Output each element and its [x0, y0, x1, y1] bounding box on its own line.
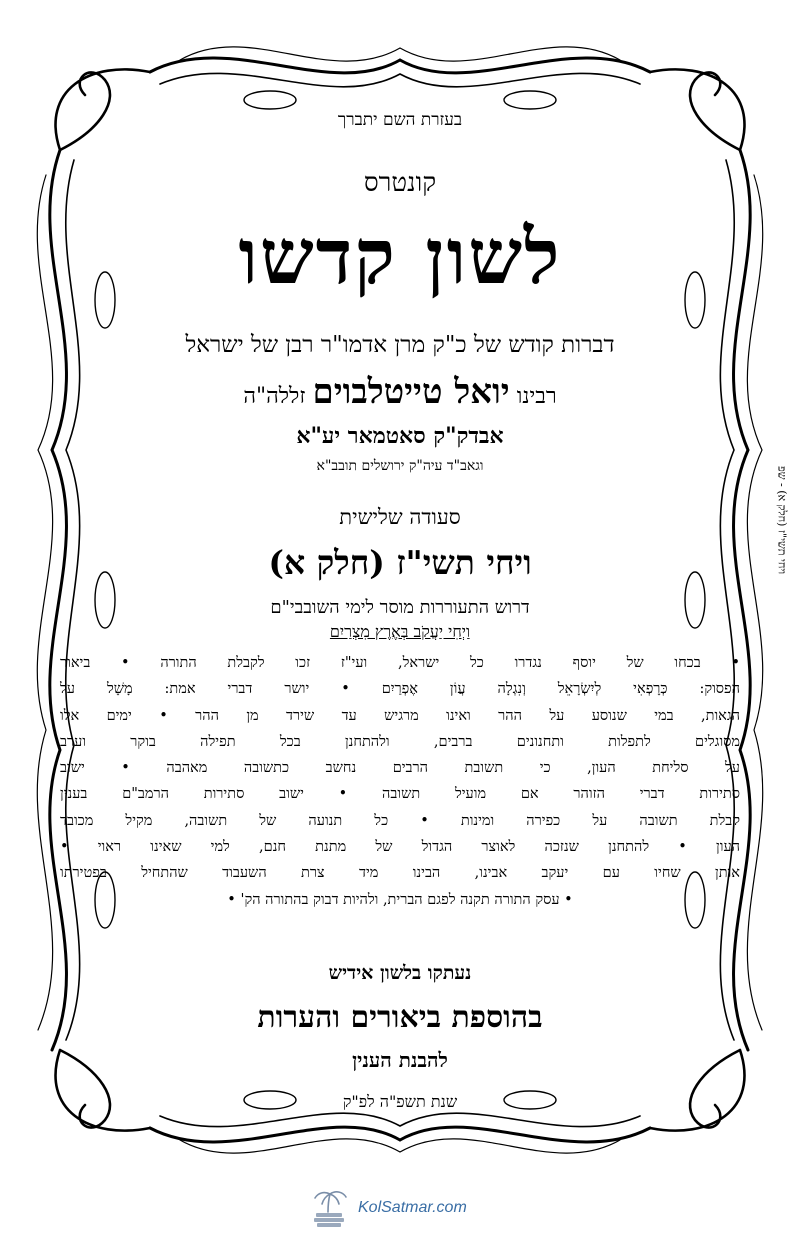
summary-line: אותן שחיו עם יעקב אבינו, הבינו מיד צרת השעבוד שהתחיל בפטירתו — [60, 865, 740, 882]
translation-note: נעתקו בלשון אידיש — [328, 962, 472, 984]
author-name-line — [110, 372, 690, 412]
blessing-line: בעזרת השם יתברך — [337, 110, 463, 130]
author-gav-line: וגאב"ד עיה"ק ירושלים תובב"א — [316, 458, 484, 474]
summary-line: קבלת תשובה על כפירה ומינות • כל תנועה של תשובה, מקיל מכובד — [60, 812, 740, 829]
summary-line: הגאות, במי שנוסע על ההר ואינו מרגיש עד שירד מן ההר • ימים אלו — [60, 707, 740, 724]
summary-line: סתירות דברי הזוהר אם מועיל תשובה • ישוב סתירות הרמב"ם בענין — [60, 786, 740, 803]
topics-summary — [60, 650, 740, 913]
summary-line: מסוגלים לתפלות ותחנונים ברבים, ולהתחנן בכל תפילה בוקר וערב — [60, 733, 740, 750]
explanations-heading: בהוספת ביאורים והערות — [257, 1000, 543, 1035]
summary-line: • עסק התורה תקנה לפגם הברית, ולהיות דבוק בהתורה הק' • — [227, 891, 573, 908]
title-page — [60, 100, 740, 1111]
opening-verse: וַיְחִי יַעֲקֹב בְּאֶרֶץ מִצְרַיִם — [329, 622, 471, 641]
seuda-label: סעודה שלישית — [339, 505, 461, 529]
kuntres-label: קונטרס — [363, 168, 437, 198]
book-title: לשון קדשו — [238, 212, 562, 301]
author-name-suffix: זללה"ה — [243, 384, 306, 409]
summary-line: העון • להתחנן שנזכה לאוצר הגדול של מתנת חנם, למי שאינו ראוי • — [60, 839, 740, 856]
summary-line: • בכחו של יוסף נגדרו כל ישראל, ועי"ז זכו לקבלת התורה • ביאור — [60, 655, 740, 671]
author-av-line: אבדק"ק סאטמאר יע"א — [296, 423, 504, 449]
author-name: יואל טייטלבוים — [312, 372, 510, 412]
parsha-title: ויחי תשי"ז (חלק א) — [268, 543, 532, 582]
summary-line: על סליחת העון, כי תשובת הרבים נחשב כתשובה מאהבה • ישוב — [60, 760, 740, 777]
summary-line: הפסוק: כְּרָפְאִי לְיִשְׂרָאֵל וְנִגְלָה עֲוֹן אֶפְרַיִם • יושר דברי אמת: מָשָׁל על — [60, 681, 740, 698]
author-words-line: דברות קודש של כ"ק מרן אדמו"ר רבן של ישראל — [185, 332, 615, 358]
publication-year: שנת תשפ"ה לפ"ק — [342, 1092, 458, 1111]
drush-subtitle: דרוש התעוררות מוסר לימי השובבי"ם — [270, 597, 530, 618]
side-running-label: ויחי תשי"ז (חלק א) - שפ — [775, 465, 789, 575]
author-name-prefix: רבינו — [516, 384, 557, 409]
logo-text: KolSatmar.com — [358, 1199, 467, 1216]
understanding-subheading: להבנת הענין — [352, 1048, 448, 1072]
site-logo[interactable] — [308, 1188, 467, 1228]
palm-tree-books-icon — [308, 1188, 352, 1228]
